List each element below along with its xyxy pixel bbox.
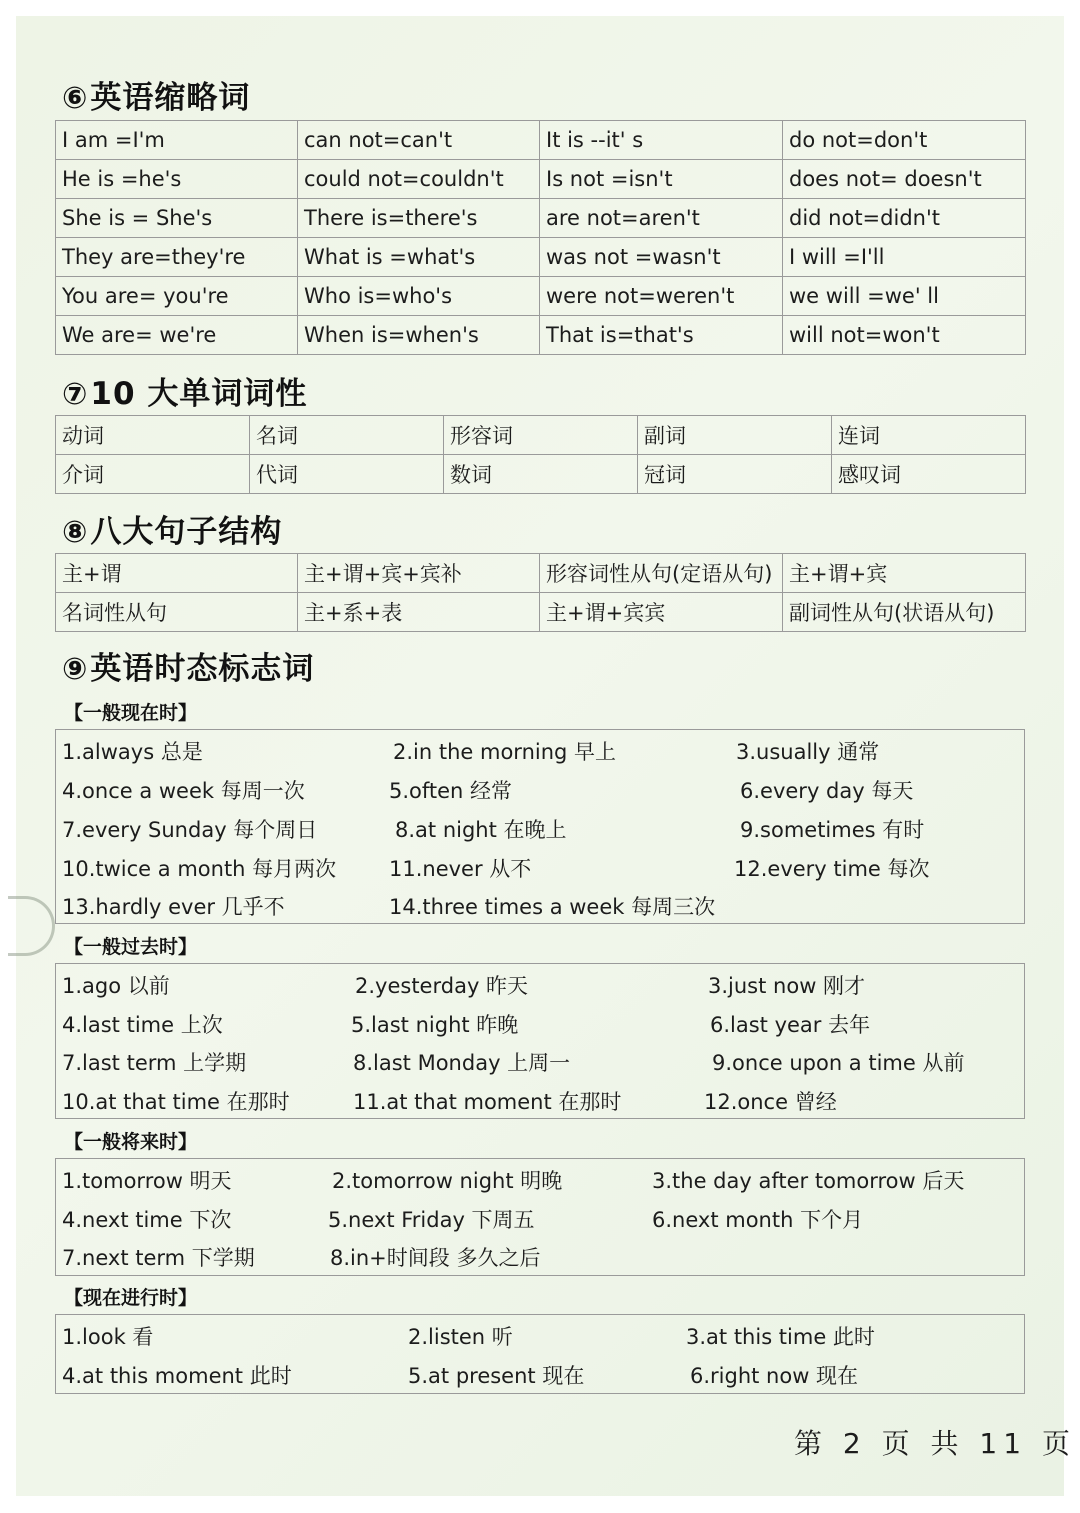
- table-cell: 副词性从句(状语从句): [783, 593, 1026, 632]
- tense-marker-item: 2.in the morning 早上: [393, 740, 617, 764]
- table-cell: That is=that's: [540, 316, 783, 355]
- table-cell: 名词: [250, 416, 444, 455]
- tense-marker-item: 10.twice a month 每月两次: [62, 857, 337, 881]
- table-row: [56, 277, 1026, 316]
- table-cell: 数词: [444, 455, 638, 494]
- table-cell: will not=won't: [783, 316, 1026, 355]
- tense-marker-item: 3.the day after tomorrow 后天: [652, 1169, 965, 1193]
- section-6-number: ⑥: [62, 81, 89, 116]
- contractions-table: [55, 120, 1026, 355]
- tense-marker-item: 4.at this moment 此时: [62, 1364, 292, 1388]
- section-9-number: ⑨: [62, 652, 89, 687]
- page-footer: 第 2 页 共 11 页: [794, 1427, 1076, 1460]
- tense-marker-item: 4.next time 下次: [62, 1208, 232, 1232]
- table-cell: are not=aren't: [540, 199, 783, 238]
- section-6-title: [62, 72, 250, 117]
- table-cell: could not=couldn't: [298, 160, 540, 199]
- binding-arc-decoration: [8, 896, 55, 956]
- tense-marker-item: 9.once upon a time 从前: [712, 1051, 965, 1075]
- table-cell: 感叹词: [832, 455, 1026, 494]
- table-cell: we will =we' ll: [783, 277, 1026, 316]
- table-cell: 主+谓+宾: [783, 554, 1026, 593]
- section-8-title: [62, 506, 282, 551]
- table-cell: 名词性从句: [56, 593, 298, 632]
- tense-marker-item: 3.at this time 此时: [686, 1325, 875, 1349]
- table-cell: 主+谓+宾宾: [540, 593, 783, 632]
- tense-marker-item: 2.yesterday 昨天: [355, 974, 529, 998]
- table-cell: 连词: [832, 416, 1026, 455]
- table-cell: We are= we're: [56, 316, 298, 355]
- table-row: [56, 316, 1026, 355]
- tense-marker-item: 6.last year 去年: [710, 1013, 871, 1037]
- tense-marker-item: 1.ago 以前: [62, 974, 170, 998]
- tense-marker-item: 5.next Friday 下周五: [328, 1208, 535, 1232]
- section-8-heading: 八大句子结构: [90, 514, 283, 550]
- sentence-structures-table: [55, 553, 1026, 632]
- table-cell: 形容词性从句(定语从句): [540, 554, 783, 593]
- table-cell: 主+谓: [56, 554, 298, 593]
- tense-marker-item: 5.last night 昨晚: [351, 1013, 519, 1037]
- section-9-title: [62, 643, 314, 688]
- tense-marker-item: 10.at that time 在那时: [62, 1090, 290, 1114]
- table-row: [56, 593, 1026, 632]
- tense-marker-item: 2.listen 听: [408, 1325, 513, 1349]
- tense-marker-item: 7.next term 下学期: [62, 1246, 255, 1270]
- table-row: [56, 455, 1026, 494]
- table-cell: 代词: [250, 455, 444, 494]
- tense-marker-item: 7.every Sunday 每个周日: [62, 818, 318, 842]
- tense-marker-item: 5.at present 现在: [408, 1364, 585, 1388]
- table-cell: does not= doesn't: [783, 160, 1026, 199]
- table-cell: 介词: [56, 455, 250, 494]
- tense-marker-item: 1.tomorrow 明天: [62, 1169, 232, 1193]
- tense-marker-item: 4.last time 上次: [62, 1013, 223, 1037]
- tense-marker-item: 8.in+时间段 多久之后: [330, 1246, 541, 1270]
- table-row: [56, 238, 1026, 277]
- table-cell: You are= you're: [56, 277, 298, 316]
- section-6-heading: 英语缩略词: [90, 80, 251, 116]
- section-7-title: [62, 368, 307, 413]
- table-cell: was not =wasn't: [540, 238, 783, 277]
- table-cell: 形容词: [444, 416, 638, 455]
- table-cell: Who is=who's: [298, 277, 540, 316]
- table-row: [56, 121, 1026, 160]
- table-cell: 主+谓+宾+宾补: [298, 554, 540, 593]
- tense-marker-item: 11.at that moment 在那时: [353, 1090, 622, 1114]
- tense-marker-item: 5.often 经常: [389, 779, 513, 803]
- parts-of-speech-table: [55, 415, 1026, 494]
- tense-marker-item: 1.always 总是: [62, 740, 203, 764]
- tense-marker-item: 9.sometimes 有时: [740, 818, 925, 842]
- tense-marker-item: 14.three times a week 每周三次: [389, 895, 716, 919]
- tense-marker-item: 13.hardly ever 几乎不: [62, 895, 285, 919]
- tense-marker-item: 11.never 从不: [389, 857, 532, 881]
- section-9-heading: 英语时态标志词: [90, 651, 315, 687]
- tense-marker-item: 6.right now 现在: [690, 1364, 859, 1388]
- tense-group-label: 【一般将来时】: [64, 1131, 198, 1153]
- table-cell: He is =he's: [56, 160, 298, 199]
- section-7-heading: 10 大单词词性: [90, 376, 308, 412]
- tense-marker-item: 1.look 看: [62, 1325, 154, 1349]
- tense-marker-item: 2.tomorrow night 明晚: [332, 1169, 563, 1193]
- table-cell: can not=can't: [298, 121, 540, 160]
- tense-marker-item: 8.at night 在晚上: [395, 818, 567, 842]
- table-cell: were not=weren't: [540, 277, 783, 316]
- tense-group-label: 【一般过去时】: [64, 936, 198, 958]
- table-cell: There is=there's: [298, 199, 540, 238]
- table-cell: What is =what's: [298, 238, 540, 277]
- tense-marker-item: 6.every day 每天: [740, 779, 914, 803]
- table-cell: 冠词: [638, 455, 832, 494]
- section-8-number: ⑧: [62, 515, 89, 550]
- section-7-number: ⑦: [62, 377, 89, 412]
- tense-marker-item: 6.next month 下个月: [652, 1208, 864, 1232]
- tense-marker-item: 3.just now 刚才: [708, 974, 866, 998]
- table-cell: Is not =isn't: [540, 160, 783, 199]
- table-cell: I will =I'll: [783, 238, 1026, 277]
- tense-marker-item: 3.usually 通常: [736, 740, 880, 764]
- table-cell: 主+系+表: [298, 593, 540, 632]
- table-cell: They are=they're: [56, 238, 298, 277]
- tense-marker-item: 7.last term 上学期: [62, 1051, 247, 1075]
- table-row: [56, 199, 1026, 238]
- table-row: [56, 160, 1026, 199]
- table-row: [56, 554, 1026, 593]
- table-cell: do not=don't: [783, 121, 1026, 160]
- table-cell: did not=didn't: [783, 199, 1026, 238]
- tense-marker-item: 12.once 曾经: [704, 1090, 837, 1114]
- table-cell: It is --it' s: [540, 121, 783, 160]
- table-cell: When is=when's: [298, 316, 540, 355]
- tense-marker-item: 8.last Monday 上周一: [353, 1051, 571, 1075]
- table-row: [56, 416, 1026, 455]
- table-cell: I am =I'm: [56, 121, 298, 160]
- tense-marker-item: 4.once a week 每周一次: [62, 779, 305, 803]
- tense-marker-item: 12.every time 每次: [734, 857, 930, 881]
- tense-group-label: 【一般现在时】: [64, 702, 198, 724]
- table-cell: 动词: [56, 416, 250, 455]
- table-cell: She is = She's: [56, 199, 298, 238]
- tense-group-label: 【现在进行时】: [64, 1287, 198, 1309]
- table-cell: 副词: [638, 416, 832, 455]
